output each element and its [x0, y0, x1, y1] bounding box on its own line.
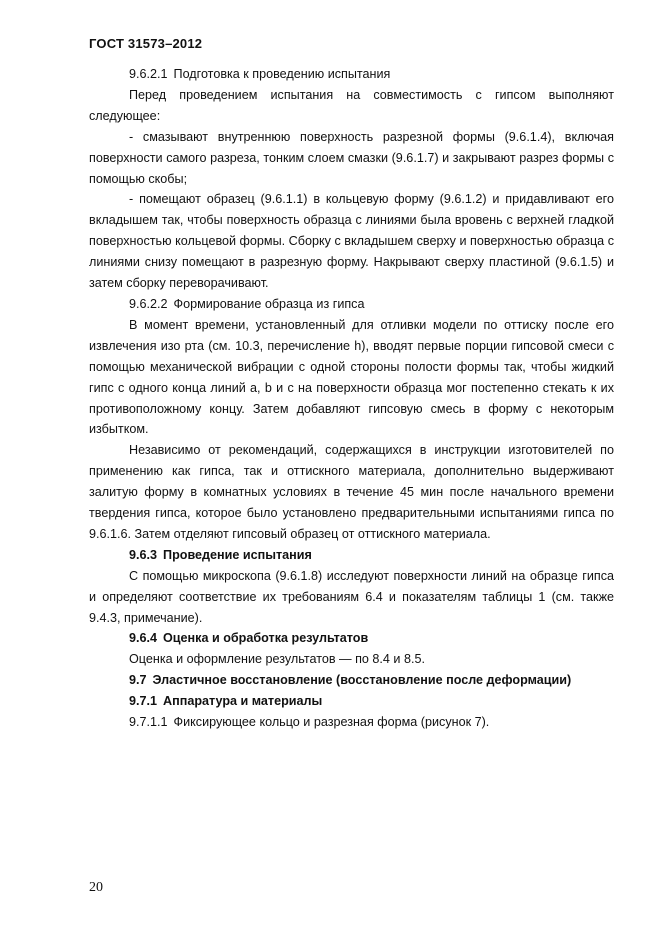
clause-number: 9.6.4 [129, 631, 158, 646]
paragraph: Независимо от рекомендаций, содержащихся в инструкции изготовителей по применению как гипса, так и оттискного материала, дополнительно выдерживают залитую форму в комнатных условиях в течение 45 мин после начального времени твердения гипса, которое было установлено предварительными испытаниями гипса по 9.6.1.6. Затем отделяют гипсовый образец от оттискного материала. [89, 443, 614, 541]
paragraph: Перед проведением испытания на совместимость с гипсом выполняют следующее: [89, 87, 614, 123]
clause-9-6-2-1 [89, 64, 614, 85]
clause-9-6-4 [89, 628, 614, 649]
page-number: 20 [89, 880, 103, 895]
clause-title: Оценка и обработка результатов [163, 631, 369, 646]
paragraph: С помощью микроскопа (9.6.1.8) исследуют поверхности линий на образце гипса и определяют соответствие их требованиям 6.4 и показателям таблицы 1 (см. также 9.4.3, примечание). [89, 568, 614, 625]
list-item: - помещают образец (9.6.1.1) в кольцевую форму (9.6.1.2) и придавливают его вкладышем так, чтобы поверхность образца с линиями была вровень с верхней гладкой поверхностью кольцевой формы. Сборку с вкладышем сверху и поверхностью образца с линиями снизу помещают в разрезную форму. Накрывают сверху пластиной (9.6.1.5) и затем сборку переворачивают. [89, 192, 614, 291]
paragraph: Оценка и оформление результатов — по 8.4 и 8.5. [129, 652, 425, 667]
clause-title: Аппаратура и материалы [163, 694, 323, 709]
clause-number: 9.6.2.1 [129, 67, 168, 81]
document-body [89, 64, 614, 733]
clause-9-7 [89, 670, 614, 691]
list-item: - смазывают внутреннюю поверхность разрезной формы (9.6.1.4), включая поверхности самого разреза, тонким слоем смазки (9.6.1.7) и закрывают разрез формы с помощью скобы; [89, 129, 614, 186]
clause-number: 9.6.2.2 [129, 296, 168, 311]
clause-title: Проведение испытания [163, 547, 312, 562]
clause-title: Фиксирующее кольцо и разрезная форма (рисунок 7). [173, 715, 490, 730]
clause-number: 9.6.3 [129, 547, 158, 562]
clause-9-7-1 [89, 691, 614, 712]
clause-number: 9.7.1 [129, 694, 158, 709]
document-code: ГОСТ 31573–2012 [89, 36, 203, 51]
clause-title: Эластичное восстановление (восстановление после деформации) [152, 673, 572, 688]
clause-title: Формирование образца из гипса [173, 296, 365, 311]
clause-9-6-2-2 [89, 294, 614, 315]
clause-title: Подготовка к проведению испытания [173, 67, 391, 81]
paragraph: В момент времени, установленный для отливки модели по оттиску после его извлечения изо рта (см. 10.3, перечисление h), вводят первые порции гипсовой смеси с помощью механической вибрации с одной стороны полости формы так, чтобы жидкий гипс с одного конца линий a, b и c на поверхности образца мог постепенно стекать к их противоположному концу. Затем добавляют гипсовую смесь в форму с некоторым избытком. [89, 317, 614, 437]
clause-9-6-3 [89, 545, 614, 566]
clause-number: 9.7 [129, 673, 147, 688]
clause-9-7-1-1 [89, 712, 614, 733]
clause-number: 9.7.1.1 [129, 715, 168, 730]
